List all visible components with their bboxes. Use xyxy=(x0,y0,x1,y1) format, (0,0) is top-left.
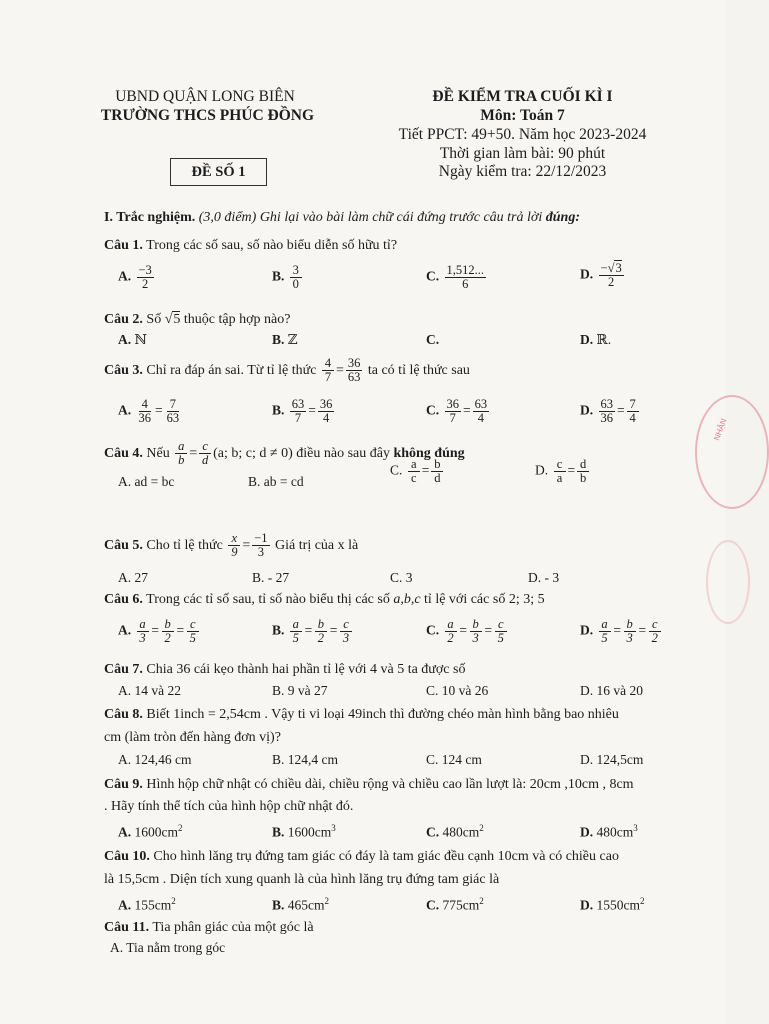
q10-option-b: B. $465cm^2$ xyxy=(272,896,330,913)
exam-code-box: ĐỀ SỐ 1 xyxy=(170,158,267,186)
q9-option-b: B. $1600cm^3$ xyxy=(272,823,336,840)
q3-option-a: A. $\frac{4}{36}$ = $\frac{7}{63}$ xyxy=(118,397,180,426)
q5-option-c: C. 3 xyxy=(390,570,413,585)
q1-option-b: B. $\frac{3}{0}$ xyxy=(272,264,304,291)
question-10-line2: là 15,5cm . Diện tích xung quanh là của hình lăng trụ đứng tam giác là xyxy=(104,872,500,887)
q10-option-a: A. $155cm^2$ xyxy=(118,896,176,913)
q5-option-d: D. - 3 xyxy=(528,570,560,585)
q2-option-b: B. ℤ xyxy=(272,332,298,347)
q2-option-c: C. xyxy=(426,332,440,347)
section-heading: I. Trắc nghiệm. (3,0 điểm) Ghi lại vào bài làm chữ cái đứng trước câu trả lời đúng: xyxy=(104,210,580,225)
q4-option-a: A. ad = bc xyxy=(118,474,175,489)
q4-option-c: C. $\frac{a}{c}$ = $\frac{b}{d}$ xyxy=(390,458,445,485)
q9-option-a: A. $1600cm^2$ xyxy=(118,823,183,840)
q8-option-b: B. 124,4 cm xyxy=(272,752,338,767)
q5-option-b: B. - 27 xyxy=(252,570,290,585)
q9-option-d: D. $480cm^3$ xyxy=(580,823,638,840)
question-8-line2: cm (làm tròn đến hàng đơn vị)? xyxy=(104,730,281,745)
q7-option-a: A. 14 và 22 xyxy=(118,683,181,698)
question-4: Câu 4. Nếu $\frac{a}{b}$ = $\frac{c}{d}$ (a; b; c; d ≠ 0) điều nào sau đây không đúng xyxy=(104,439,465,468)
question-3: Câu 3. Chỉ ra đáp án sai. Từ tỉ lệ thức $\frac{4}{7}$ = $\frac{36}{63}$ ta có tỉ lệ thức sau xyxy=(104,356,470,385)
q3-option-d: D. $\frac{63}{36}$ = $\frac{7}{4}$ xyxy=(580,398,641,425)
q1-option-a: A. $\frac{-3}{2}$ xyxy=(118,263,152,292)
question-8: Câu 8. Biết 1inch = 2,54cm . Vậy ti vi loại 49inch thì đường chéo màn hình bằng bao nhiêu xyxy=(104,707,619,722)
q4-option-b: B. ab = cd xyxy=(248,474,304,489)
q7-option-d: D. 16 và 20 xyxy=(580,683,643,698)
q2-option-d: D. ℝ. xyxy=(580,332,612,347)
exam-date: Ngày kiểm tra: 22/12/2023 xyxy=(438,163,607,180)
red-stamp-seal xyxy=(695,395,769,509)
period-year: Tiết PPCT: 49+50. Năm học 2023-2024 xyxy=(398,126,647,143)
q10-option-d: D. $1550cm^2$ xyxy=(580,896,645,913)
stamp-text: NHẬN xyxy=(712,417,729,442)
question-9-line2: . Hãy tính thể tích của hình hộp chữ nhật đó. xyxy=(104,799,354,814)
q7-option-c: C. 10 và 26 xyxy=(426,683,489,698)
q8-option-c: C. 124 cm xyxy=(426,752,482,767)
duration: Thời gian làm bài: 90 phút xyxy=(439,145,606,162)
q6-option-a: A. $\frac{a}{3}$ = $\frac{b}{2}$ = $\frac{c}{5}$ xyxy=(118,618,201,645)
district-name: UBND QUẬN LONG BIÊN xyxy=(115,88,295,105)
q9-option-c: C. $480cm^2$ xyxy=(426,823,484,840)
red-stamp-fragment xyxy=(706,540,750,624)
q2-option-a: A. ℕ xyxy=(118,332,147,347)
question-7: Câu 7. Chia 36 cái kẹo thành hai phần tỉ lệ với 4 và 5 ta được số xyxy=(104,662,466,677)
question-5: Câu 5. Cho tỉ lệ thức $\frac{x}{9}$ = $\frac{-1}{3}$ Giá trị của x là xyxy=(104,531,359,560)
q6-option-b: B. $\frac{a}{5}$ = $\frac{b}{2}$ = $\frac{c}{3}$ xyxy=(272,618,354,645)
question-6: Câu 6. Trong các tỉ số sau, tỉ số nào biểu thị các số a,b,c tỉ lệ với các số 2; 3; 5 xyxy=(104,592,545,607)
q8-option-d: D. 124,5cm xyxy=(580,752,644,767)
q8-option-a: A. 124,46 cm xyxy=(118,752,192,767)
subject: Môn: Toán 7 xyxy=(480,107,565,124)
q6-option-c: C. $\frac{a}{2}$ = $\frac{b}{3}$ = $\frac{c}{5}$ xyxy=(426,618,509,645)
q4-option-d: D. $\frac{c}{a}$ = $\frac{d}{b}$ xyxy=(535,458,591,485)
question-1: Câu 1. Trong các số sau, số nào biểu diễn số hữu tỉ? xyxy=(104,238,398,253)
question-11: Câu 11. Tia phân giác của một góc là xyxy=(104,920,314,935)
q10-option-c: C. $775cm^2$ xyxy=(426,896,484,913)
q7-option-b: B. 9 và 27 xyxy=(272,683,328,698)
question-9: Câu 9. Hình hộp chữ nhật có chiều dài, chiều rộng và chiều cao lần lượt là: 20cm ,10cm , 8cm xyxy=(104,777,634,792)
q6-option-d: D. $\frac{a}{5}$ = $\frac{b}{3}$ = $\frac{c}{2}$ xyxy=(580,618,663,645)
q3-option-b: B. $\frac{63}{7}$ = $\frac{36}{4}$ xyxy=(272,397,333,426)
question-10: Câu 10. Cho hình lăng trụ đứng tam giác có đáy là tam giác đều cạnh 10cm và có chiều cao xyxy=(104,849,619,864)
q3-option-c: C. $\frac{36}{7}$ = $\frac{63}{4}$ xyxy=(426,397,488,426)
q1-option-d: D. $\frac{-√3}{2}$ xyxy=(580,261,622,290)
exam-title: ĐỀ KIỂM TRA CUỐI KÌ I xyxy=(432,88,613,105)
q1-option-c: C. $\frac{1,512...}{6}$ xyxy=(426,263,484,292)
question-2: Câu 2. Số √5 thuộc tập hợp nào? xyxy=(104,312,291,327)
school-name: TRƯỜNG THCS PHÚC ĐỒNG xyxy=(100,107,315,124)
q5-option-a: A. 27 xyxy=(118,570,148,585)
q11-option-a: A. Tia nằm trong góc xyxy=(110,940,226,955)
